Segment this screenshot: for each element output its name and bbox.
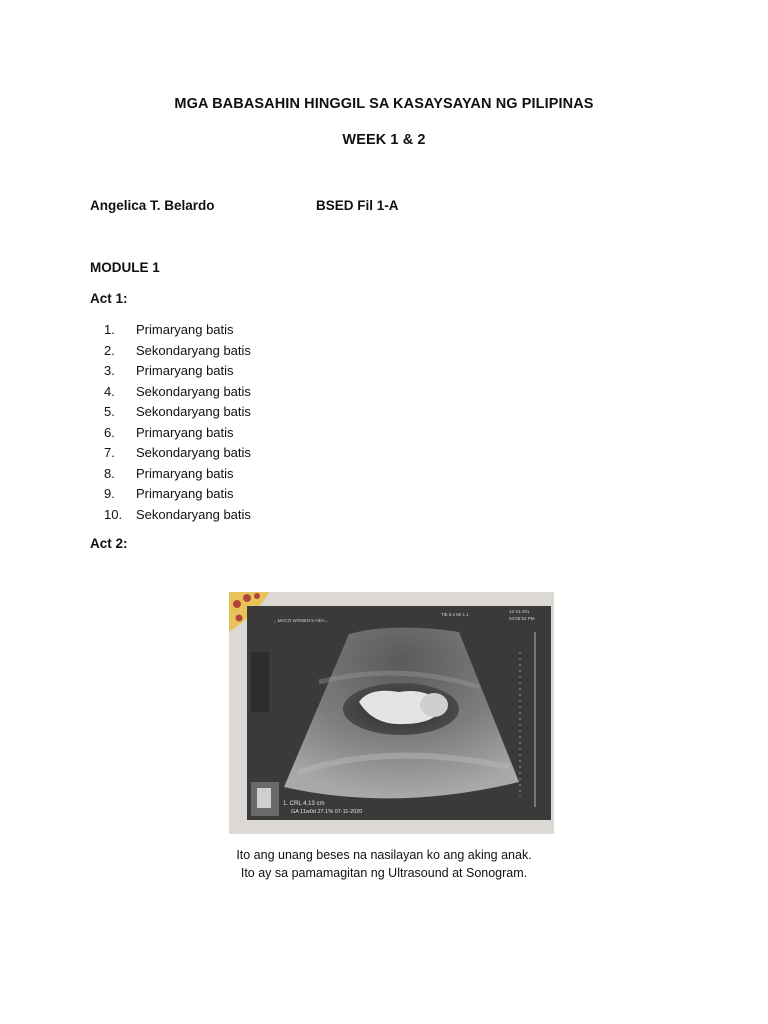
- list-item: 2. Sekondaryang batis: [104, 342, 251, 358]
- ultrasound-measure-crl: 1. CRL 4.13 cm: [283, 801, 325, 807]
- photo-caption-line2: Ito ay sa pamamagitan ng Ultrasound at Sonogram.: [240, 866, 528, 880]
- list-item: 6. Primaryang batis: [104, 424, 234, 440]
- list-item: 4. Sekondaryang batis: [104, 383, 251, 399]
- student-course: BSED Fil 1-A: [316, 198, 399, 213]
- module-heading: MODULE 1: [90, 260, 160, 275]
- ultrasound-date: 12-21-201: [509, 609, 530, 614]
- list-item: 9. Primaryang batis: [104, 486, 234, 501]
- ultrasound-photo: [229, 592, 554, 834]
- document-title: MGA BABASAHIN HINGGIL SA KASAYSAYAN NG PILIPINAS: [174, 96, 594, 112]
- list-item: 3. Primaryang batis: [104, 363, 234, 378]
- act2-heading: Act 2:: [90, 536, 128, 551]
- answer-list: [90, 320, 251, 525]
- document-subtitle: WEEK 1 & 2: [342, 132, 426, 148]
- ultrasound-header-left: ...MACO WOMEN'S HEA...: [274, 618, 329, 623]
- ultrasound-measure-ga: GA 11w0d 27.1% 07-11-2020: [291, 809, 363, 815]
- list-item: 1. Primaryang batis: [104, 322, 234, 337]
- ultrasound-header-right: TIb 0.4 MI 1.1: [441, 612, 469, 617]
- list-item: 5. Sekondaryang batis: [104, 404, 251, 419]
- list-item: 8. Primaryang batis: [104, 465, 234, 481]
- student-name: Angelica T. Belardo: [90, 198, 215, 213]
- list-item: 7. Sekondaryang batis: [104, 445, 251, 460]
- act1-heading: Act 1:: [90, 291, 128, 306]
- ultrasound-time: 04:55:53 PM: [509, 616, 535, 621]
- photo-caption-line1: Ito ang unang beses na nasilayan ko ang aking anak.: [236, 848, 532, 862]
- list-item: 10. Sekondaryang batis: [104, 506, 251, 522]
